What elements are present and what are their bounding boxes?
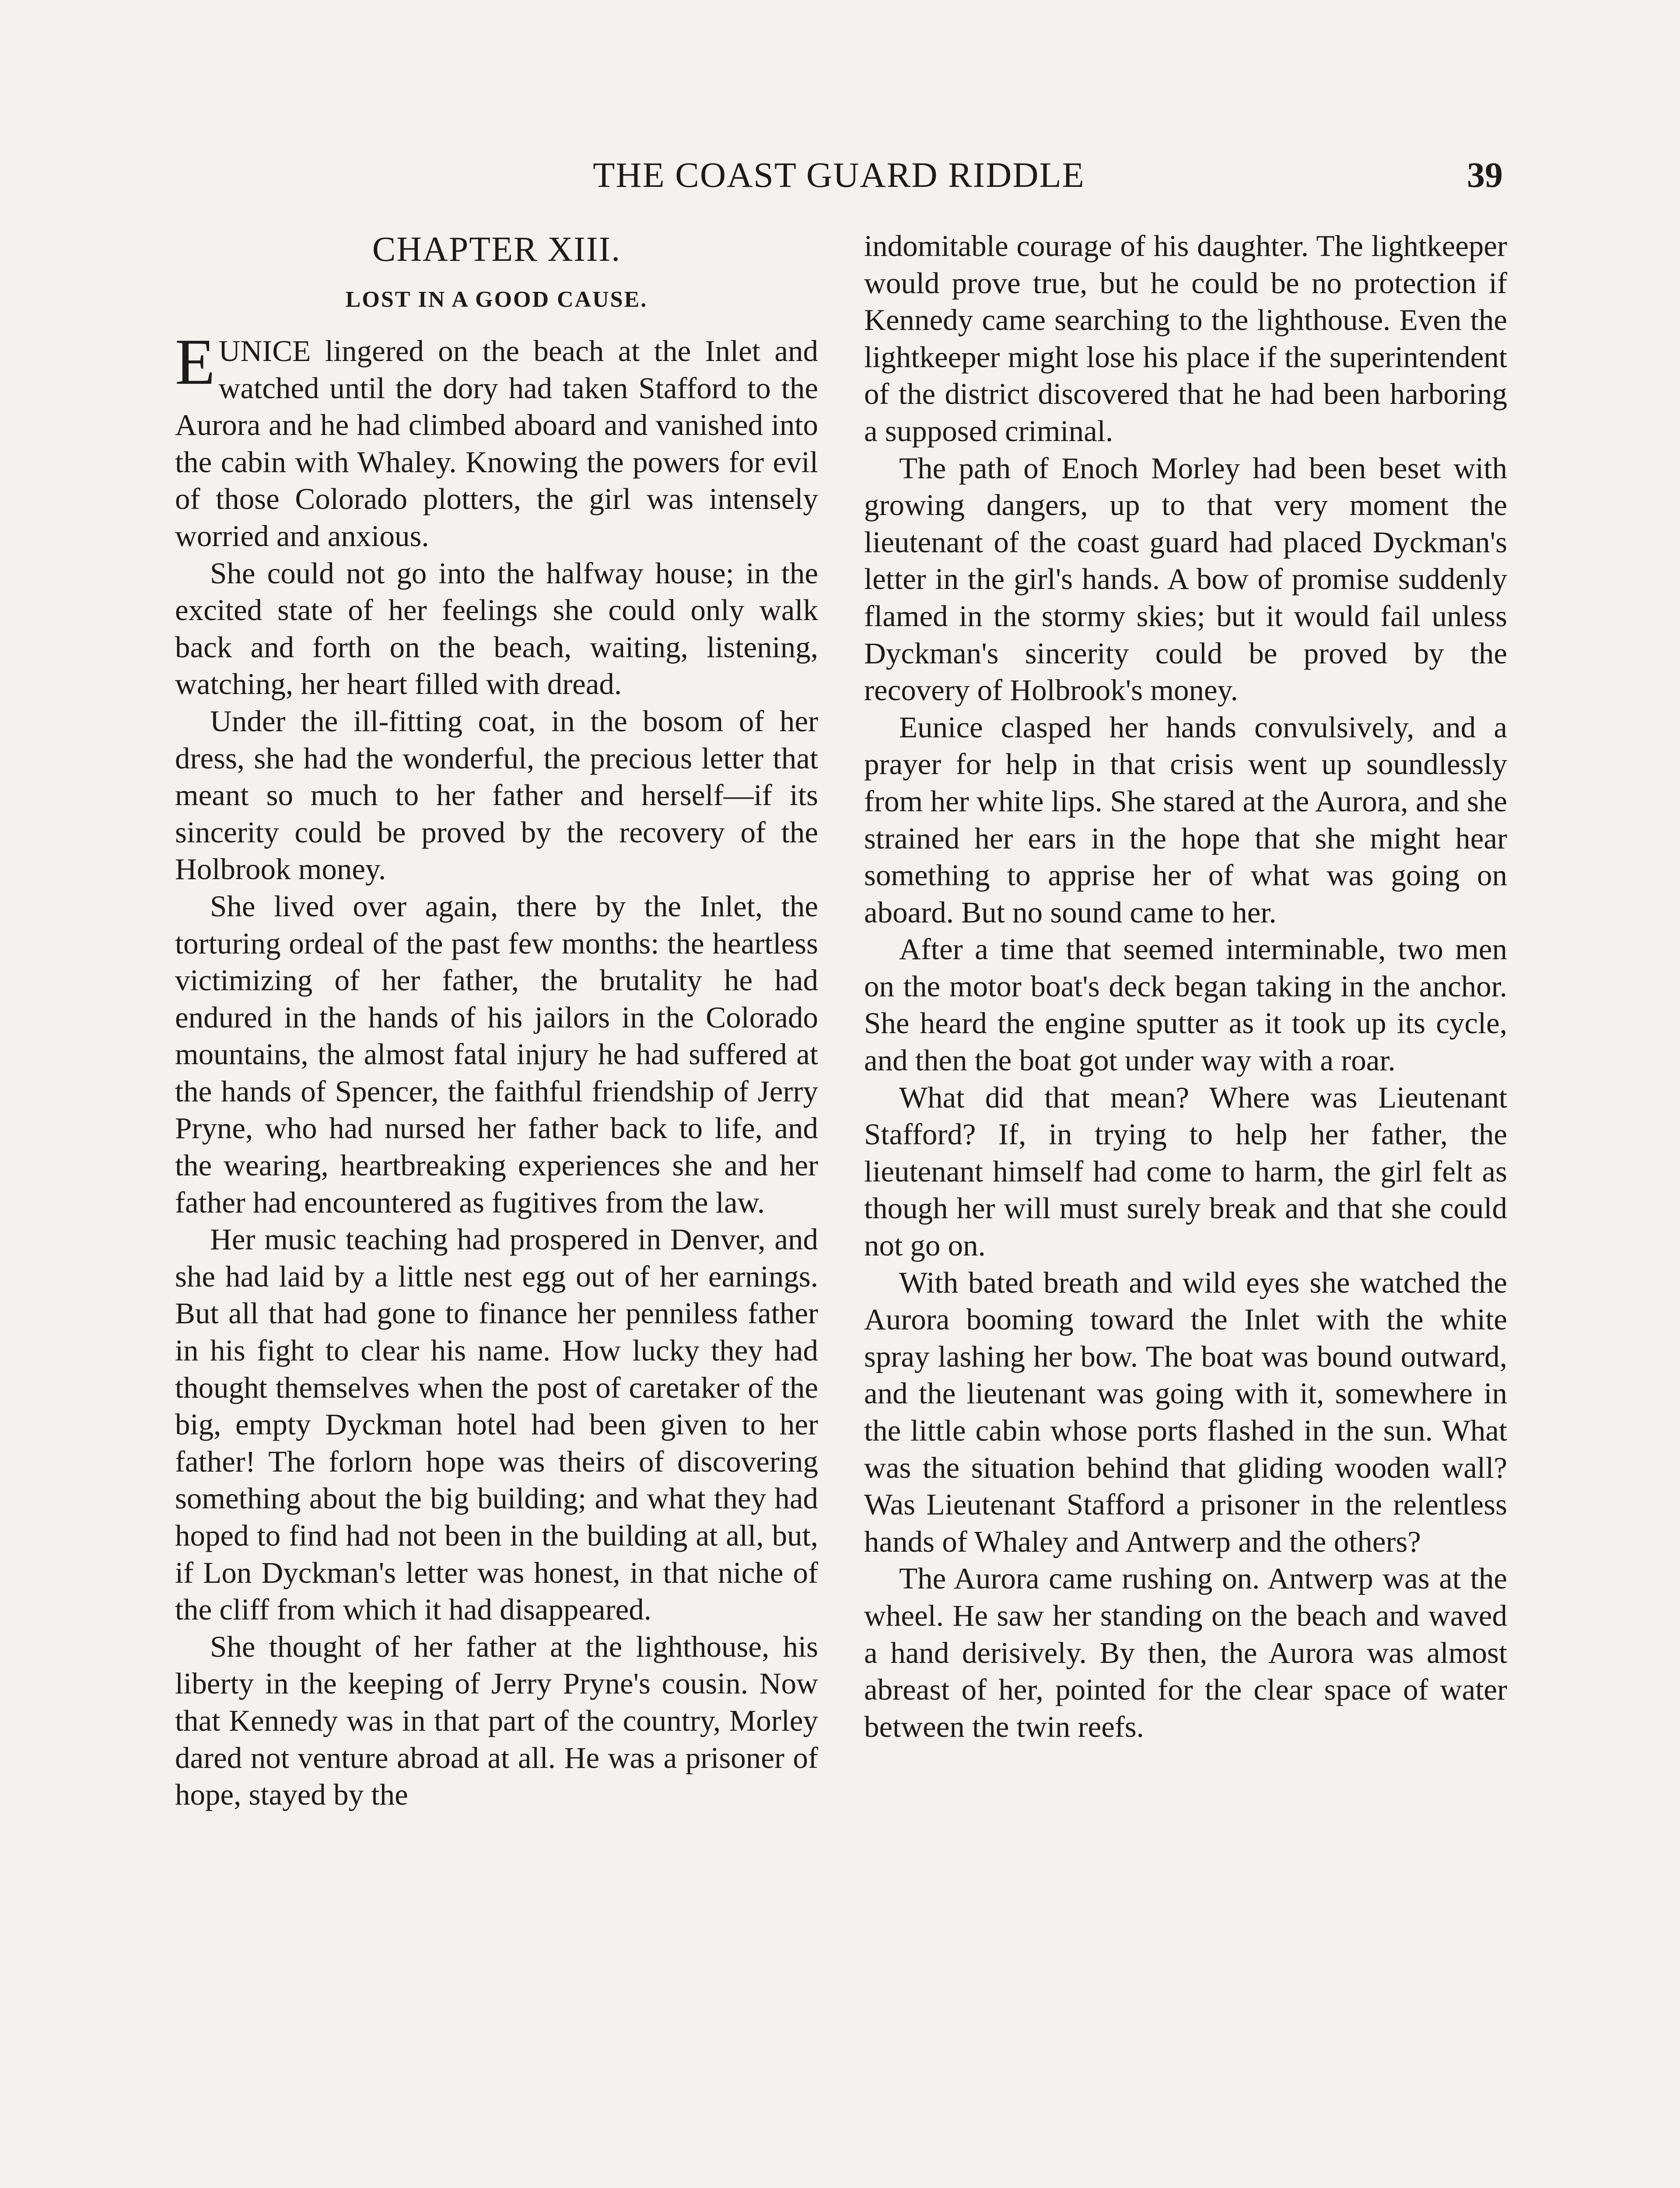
paragraph: She thought of her father at the lighthouse, his liberty in the keeping of Jerry Pryne's cousin. Now that Kennedy was in that part of the country, Morley dared not venture abroad at all. He was a prisoner of hope, stayed by the [175, 1630, 818, 1812]
running-title: THE COAST GUARD RIDDLE [593, 155, 1085, 195]
paragraph: Under the ill-fitting coat, in the bosom of her dress, she had the wonderful, the precious letter that meant so much to her father and herself—if its sincerity could be proved by the recovery of the Holbrook money. [175, 704, 818, 886]
paragraph-text: UNICE lingered on the beach at the Inlet and watched until the dory had taken Stafford to the Aurora and he had climbed aboard and vanished into the cabin with Whaley. Knowing the powers for evil of those Colorado plotters, the girl was intensely worried and anxious. [175, 334, 818, 553]
paragraph: Her music teaching had prospered in Denver, and she had laid by a little nest egg out of her earnings. But all that had gone to finance her penniless father in his fight to clear his name. How lucky they had thought themselves when the post of caretaker of the big, empty Dyckman hotel had been given to her father! The forlorn hope was theirs of discovering something about the big building; and what they had hoped to find had not been in the building at all, but, if Lon Dyckman's letter was honest, in that niche of the cliff from which it had disappeared. [175, 1223, 818, 1627]
paragraph: indomitable courage of his daughter. The lightkeeper would prove true, but he could be no protection if Kennedy came searching to the lighthouse. Even the lightkeeper might lose his place if the superintendent of the district discovered that he had been harboring a supposed criminal. [864, 229, 1507, 448]
paragraph: Eunice clasped her hands convulsively, and a prayer for help in that crisis went up soundlessly from her white lips. She stared at the Aurora, and she strained her ears in the hope that she might hear something to apprise her of what was going on aboard. But no sound came to her. [864, 710, 1507, 929]
page-number: 39 [1467, 155, 1503, 195]
paragraph [175, 326, 818, 555]
paragraph: What did that mean? Where was Lieutenant Stafford? If, in trying to help her father, the lieutenant himself had come to harm, the girl felt as though her will must surely break and that she could not go on. [864, 1080, 1507, 1262]
chapter-title: CHAPTER XIII. [372, 230, 621, 269]
drop-cap: E [175, 326, 215, 398]
paragraph: She lived over again, there by the Inlet, the torturing ordeal of the past few months: the heartless victimizing of her father, the brutality he had endured in the hands of his jailors in the Colorado mountains, the almost fatal injury he had suffered at the hands of Spencer, the faithful friendship of Jerry Pryne, who had nursed her father back to life, and the wearing, heartbreaking experiences she and her father had encountered as fugitives from the law. [175, 889, 818, 1219]
paragraph: The path of Enoch Morley had been beset with growing dangers, up to that very moment the lieutenant of the coast guard had placed Dyckman's letter in the girl's hands. A bow of promise suddenly flamed in the stormy skies; but it would fail unless Dyckman's sincerity could be proved by the recovery of Holbrook's money. [864, 451, 1507, 707]
paragraph: She could not go into the halfway house; in the excited state of her feelings she could only walk back and forth on the beach, waiting, listening, watching, her heart filled with dread. [175, 556, 818, 701]
left-column [175, 228, 818, 1813]
running-head [175, 149, 1503, 201]
chapter-subtitle: LOST IN A GOOD CAUSE. [345, 287, 648, 312]
paragraph: After a time that seemed interminable, two men on the motor boat's deck began taking in the anchor. She heard the engine sputter as it took up its cycle, and then the boat got under way with a roar. [864, 933, 1507, 1077]
right-column [864, 228, 1507, 1745]
paragraph: The Aurora came rushing on. Antwerp was at the wheel. He saw her standing on the beach and waved a hand derisively. By then, the Aurora was almost abreast of her, pointed for the clear space of water between the twin reefs. [864, 1562, 1507, 1743]
paragraph: With bated breath and wild eyes she watched the Aurora booming toward the Inlet with the white spray lashing her bow. The boat was bound outward, and the lieutenant was going with it, somewhere in the little cabin whose ports flashed in the sun. What was the situation behind that gliding wooden wall? Was Lieutenant Stafford a prisoner in the relentless hands of Whaley and Antwerp and the others? [864, 1266, 1507, 1558]
